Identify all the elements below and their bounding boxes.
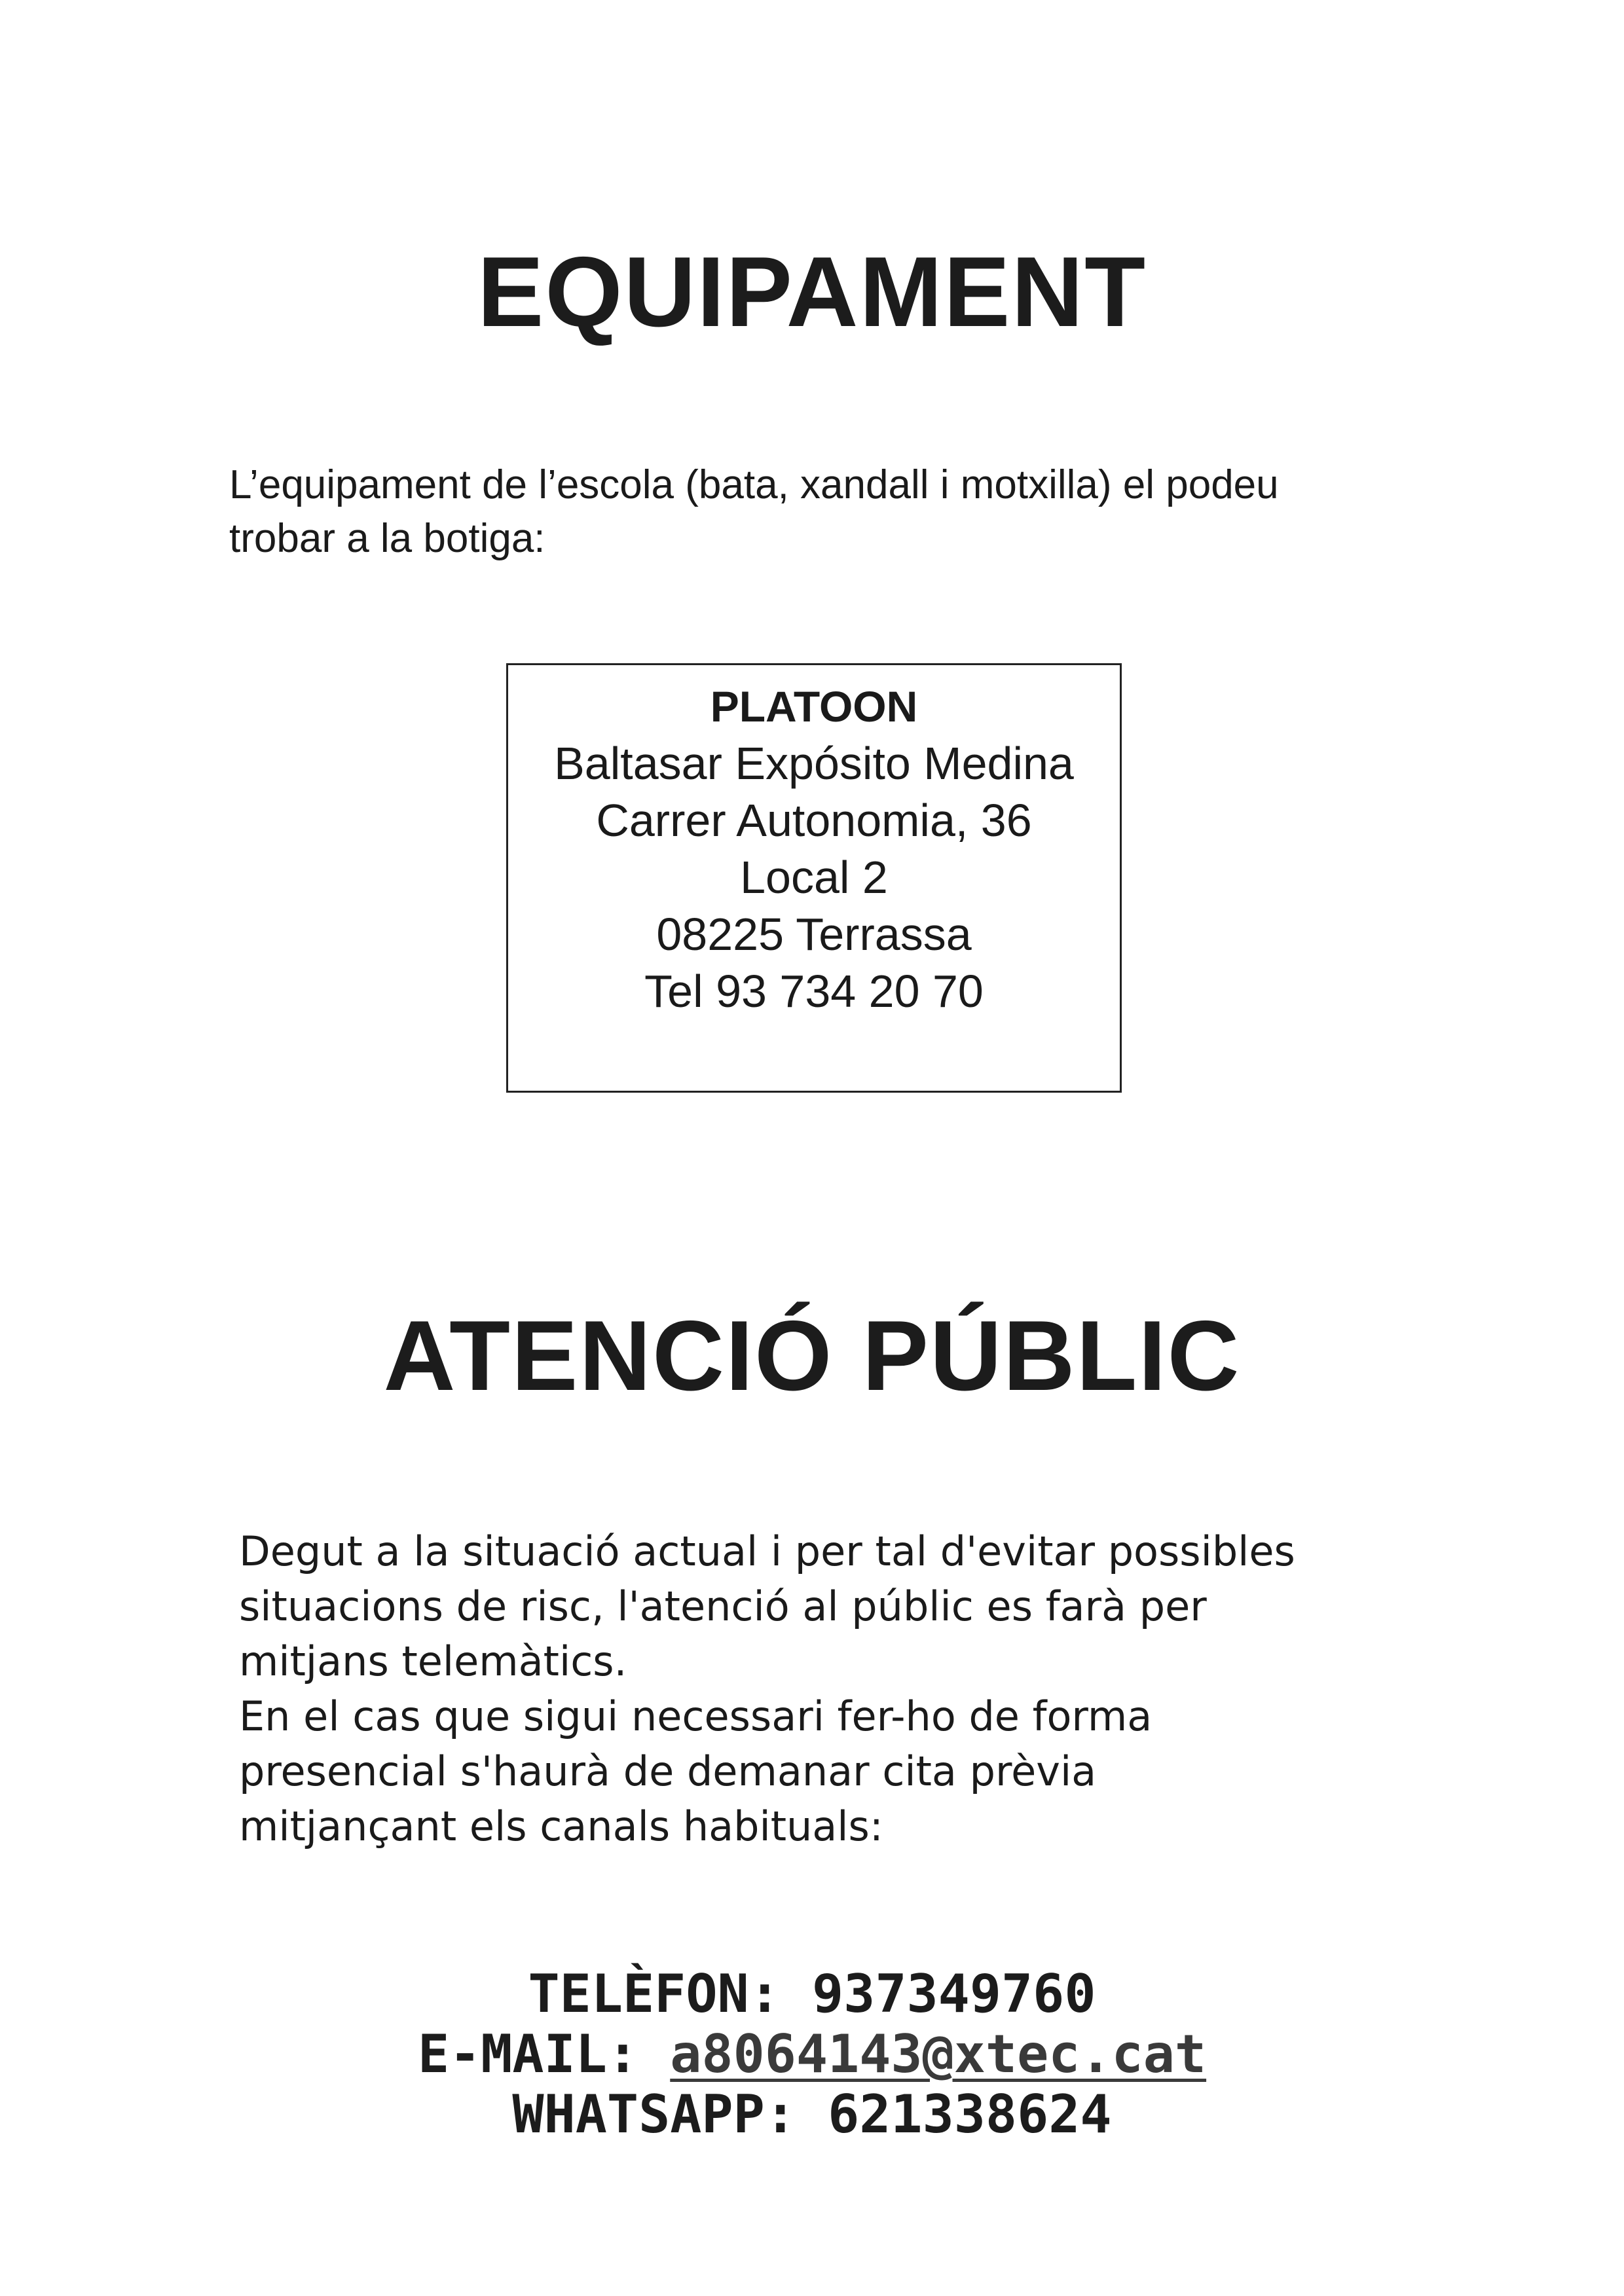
notice-line: mitjançant els canals habituals: — [239, 1802, 883, 1850]
contact-channels — [0, 1964, 1624, 2145]
email-label: E-MAIL: — [417, 2024, 639, 2085]
whatsapp-value: 621338624 — [828, 2084, 1112, 2145]
shop-street: Carrer Autonomia, 36 — [596, 795, 1032, 846]
whatsapp-contact — [0, 2085, 1624, 2145]
equipament-heading: EQUIPAMENT — [477, 236, 1147, 348]
shop-city: 08225 Terrassa — [656, 909, 972, 960]
intro-line-2: trobar a la botiga: — [229, 516, 545, 561]
shop-owner: Baltasar Expósito Medina — [554, 738, 1074, 789]
notice-line: mitjans telemàtics. — [239, 1637, 627, 1685]
shop-name: PLATOON — [710, 682, 918, 731]
email-link[interactable]: a8064143@xtec.cat — [670, 2024, 1207, 2085]
shop-address-box — [506, 663, 1122, 1093]
notice-line: situacions de risc, l'atenció al públic es farà per — [239, 1582, 1207, 1630]
atencio-public-heading: ATENCIÓ PÚBLIC — [383, 1300, 1241, 1412]
intro-line-1: L’equipament de l’escola (bata, xandall i motxilla) el podeu — [229, 462, 1279, 507]
phone-contact — [0, 1964, 1624, 2024]
phone-value: 937349760 — [812, 1963, 1096, 2024]
attention-notice — [239, 1524, 1483, 1854]
phone-label: TELÈFON: — [528, 1963, 781, 2024]
email-contact — [0, 2024, 1624, 2085]
notice-line: presencial s'haurà de demanar cita prèvia — [239, 1747, 1097, 1795]
notice-line: En el cas que sigui necessari fer-ho de forma — [239, 1692, 1153, 1740]
whatsapp-label: WHATSAPP: — [512, 2084, 796, 2145]
shop-unit: Local 2 — [740, 852, 888, 903]
notice-line: Degut a la situació actual i per tal d'evitar possibles — [239, 1527, 1295, 1575]
shop-phone: Tel 93 734 20 70 — [644, 966, 984, 1017]
equipment-intro — [229, 458, 1473, 566]
